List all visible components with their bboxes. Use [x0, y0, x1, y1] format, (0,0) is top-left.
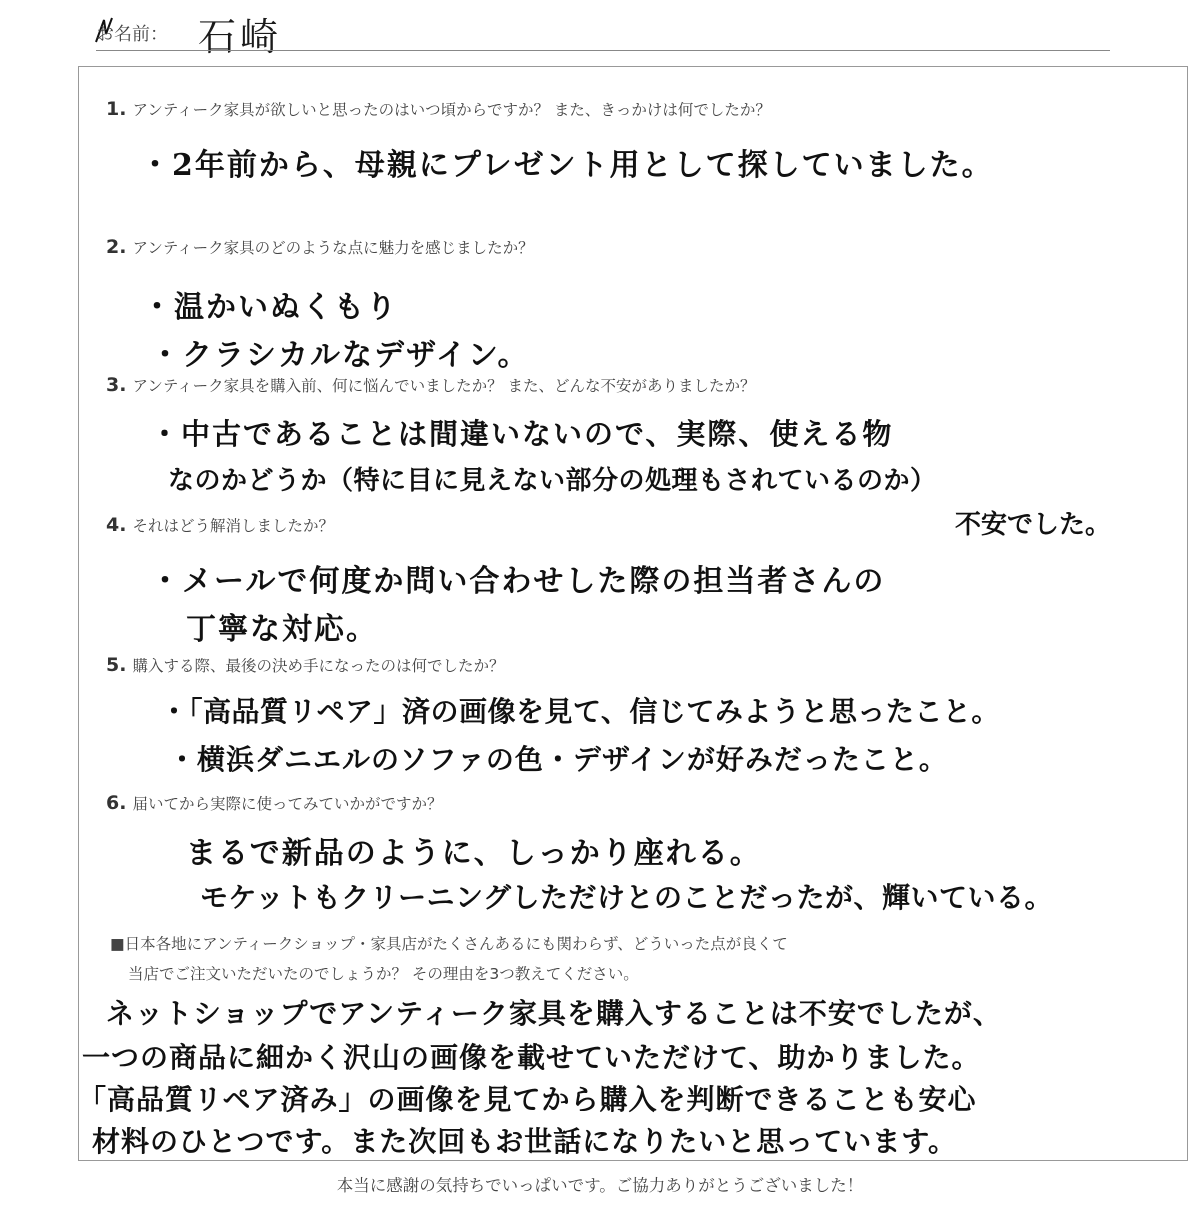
answer-3-line-2: なのかどうか（特に目に見えない部分の処理もされているのか） — [168, 466, 937, 496]
answer-2-line-1: ・温かいぬくもり — [142, 290, 398, 325]
question-6: 6. 届いてから実際に使ってみていかがですか？ — [106, 792, 443, 814]
final-answer-line-3: 「高品質リペア済み」の画像を見てから購入を判断できることも安心 — [78, 1083, 977, 1116]
answer-2-line-2: ・クラシカルなデザイン。 — [150, 338, 530, 373]
answer-3-line-3: 不安でした。 — [955, 510, 1112, 540]
final-answer-line-1: ネットショップでアンティーク家具を購入することは不安でしたが、 — [106, 997, 1002, 1030]
footer-thanks: 本当に感謝の気持ちでいっぱいです。ご協力ありがとうございました！ — [336, 1176, 864, 1195]
answer-6-line-2: モケットもクリーニングしただけとのことだったが、輝いている。 — [200, 881, 1054, 914]
final-question-line-2: 当店でご注文いただいたのでしょうか？ その理由を3つ教えてください。 — [128, 965, 639, 983]
answer-6-line-1: まるで新品のように、しっかり座れる。 — [186, 836, 762, 871]
question-2: 2. アンティーク家具のどのような点に魅力を感じましたか？ — [106, 236, 534, 258]
final-answer-line-4: 材料のひとつです。また次回もお世話になりたいと思っています。 — [92, 1125, 957, 1158]
question-4: 4. それはどう解消しましたか？ — [106, 514, 334, 536]
name-value: 石崎 — [198, 15, 283, 59]
answer-4-line-1: ・メールで何度か問い合わせした際の担当者さんの — [150, 564, 886, 599]
name-underline — [96, 50, 1110, 51]
name-label: お名前： — [96, 24, 168, 45]
answer-3-line-1: ・中古であることは間違いないので、実際、使える物 — [150, 417, 894, 451]
question-3: 3. アンティーク家具を購入前、何に悩んでいましたか？ また、どんな不安がありましたか？ — [106, 374, 756, 396]
answer-5-line-1: ・「高品質リペア」済の画像を見て、信じてみようと思ったこと。 — [160, 695, 1000, 728]
question-1: 1. アンティーク家具が欲しいと思ったのはいつ頃からですか？ また、きっかけは何でしたか？ — [106, 98, 771, 120]
answer-4-line-2: 丁寧な対応。 — [186, 612, 378, 647]
final-question-line-1: ■日本各地にアンティークショップ・家具店がたくさんあるにも関わらず、どういった点が良くて — [110, 935, 788, 953]
answer-1-line-1: ・2年前から、母親にプレゼント用として探していました。 — [140, 148, 994, 183]
final-answer-line-2: 一つの商品に細かく沢山の画像を載せていただけて、助かりました。 — [82, 1041, 981, 1074]
answer-5-line-2: ・横浜ダニエルのソファの色・デザインが好みだったこと。 — [168, 743, 948, 776]
question-5: 5. 購入する際、最後の決め手になったのは何でしたか？ — [106, 654, 505, 676]
